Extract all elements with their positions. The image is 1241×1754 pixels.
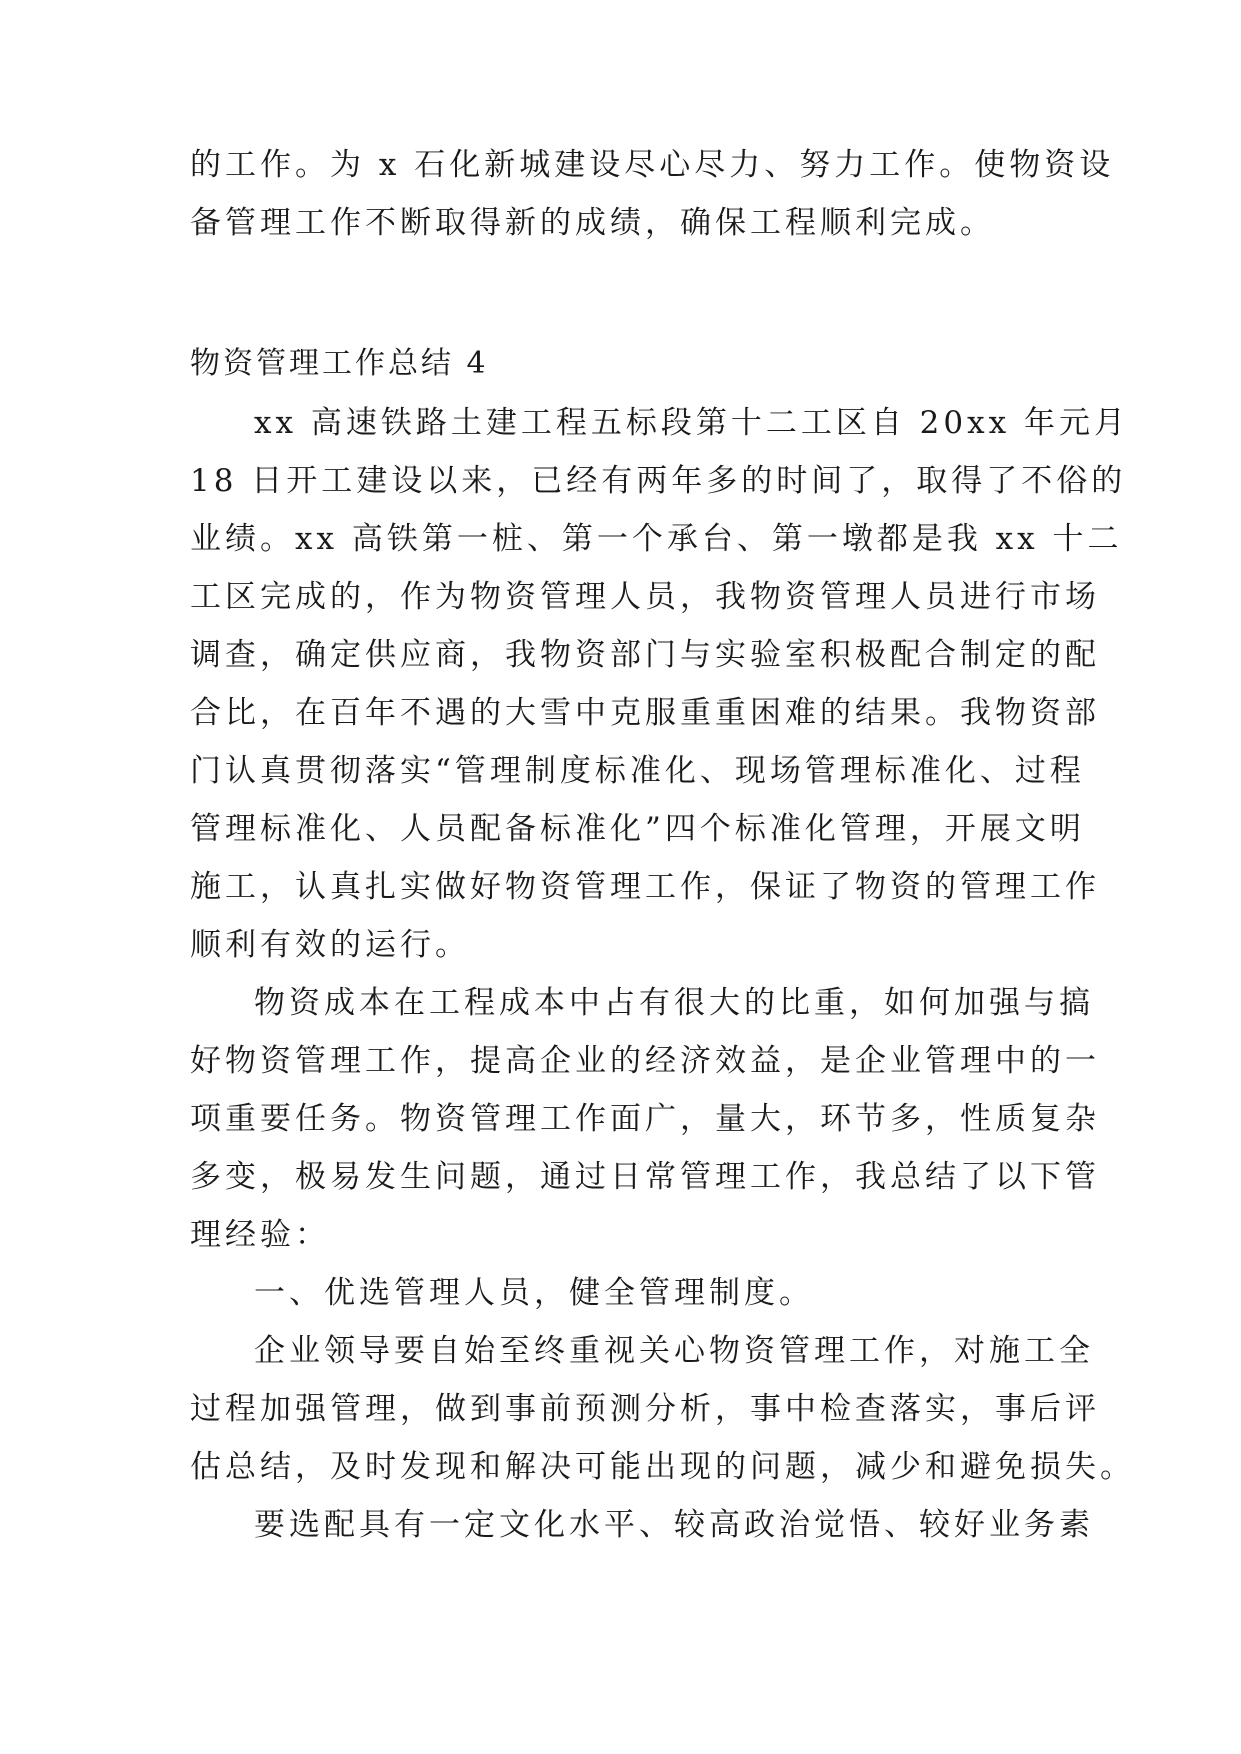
- text-line: 备管理工作不断取得新的成绩，确保工程顺利完成。: [190, 205, 995, 241]
- text-line: 调查，确定供应商，我物资部门与实验室积极配合制定的配: [190, 637, 1100, 673]
- paragraph-5: [190, 1496, 1094, 1554]
- text-line: 顺利有效的运行。: [190, 927, 470, 963]
- text-line: 多变，极易发生问题，通过日常管理工作，我总结了以下管: [190, 1159, 1100, 1195]
- text-line: 企业领导要自始至终重视关心物资管理工作，对施工全: [254, 1333, 1094, 1369]
- text-line: 合比，在百年不遇的大雪中克服重重困难的结果。我物资部: [190, 695, 1100, 731]
- text-line: 好物资管理工作，提高企业的经济效益，是企业管理中的一: [190, 1043, 1100, 1079]
- text-line: 业绩。xx 高铁第一桩、第一个承台、第一墩都是我 xx 十二: [190, 521, 1123, 557]
- text-line: xx 高速铁路土建工程五标段第十二工区自 20xx 年元月: [254, 405, 1129, 441]
- paragraph-1: [190, 394, 1129, 974]
- text-line: 门认真贯彻落实“管理制度标准化、现场管理标准化、过程: [190, 753, 1085, 789]
- text-line: 理经验：: [190, 1217, 330, 1253]
- text-line: 要选配具有一定文化水平、较高政治觉悟、较好业务素: [254, 1507, 1094, 1543]
- text-line: 18 日开工建设以来，已经有两年多的时间了，取得了不俗的: [190, 463, 1127, 499]
- paragraph-4: [190, 1322, 1135, 1496]
- text-line: 过程加强管理，做到事前预测分析，事中检查落实，事后评: [190, 1391, 1100, 1427]
- section-heading: 物资管理工作总结 4: [190, 346, 489, 381]
- paragraph-2: [190, 974, 1100, 1264]
- text-line: 的工作。为 x 石化新城建设尽心尽力、努力工作。使物资设: [190, 147, 1115, 183]
- text-line: 一、优选管理人员，健全管理制度。: [254, 1275, 814, 1311]
- text-line: 施工，认真扎实做好物资管理工作，保证了物资的管理工作: [190, 869, 1100, 905]
- text-line: 工区完成的，作为物资管理人员，我物资管理人员进行市场: [190, 579, 1100, 615]
- text-line: 项重要任务。物资管理工作面广，量大，环节多，性质复杂: [190, 1101, 1100, 1137]
- continuation-paragraph: [190, 136, 1115, 252]
- text-line: 物资成本在工程成本中占有很大的比重，如何加强与搞: [254, 985, 1094, 1021]
- text-line: 估总结，及时发现和解决可能出现的问题，减少和避免损失。: [190, 1449, 1135, 1485]
- text-line: 管理标准化、人员配备标准化”四个标准化管理，开展文明: [190, 811, 1085, 847]
- paragraph-3-subheading: [190, 1264, 1050, 1322]
